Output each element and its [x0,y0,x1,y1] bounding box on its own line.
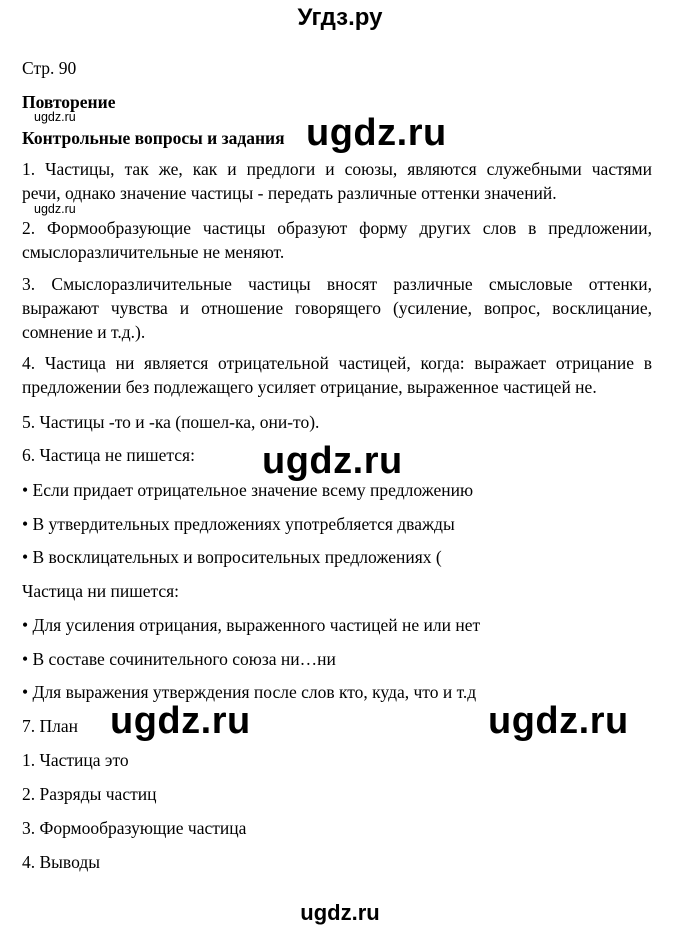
answer-3 [22,272,652,344]
answer-2-line-2: смыслоразличительные не меняют. [22,242,285,262]
watermark-big: ugdz.ru [306,112,447,154]
subsection-title: Контрольные вопросы и задания [22,128,285,148]
watermark-big: ugdz.ru [110,700,251,742]
ne-item-3: • В восклицательных и вопросительных предложениях ( [22,547,442,567]
answer-1-line-1: 1. Частицы, так же, как и предлоги и союзы, являются служебными частями [22,159,652,179]
ni-item-1: • Для усиления отрицания, выраженного частицей не или нет [22,615,481,635]
answer-7: 7. План [22,716,79,736]
ne-item-1: • Если придает отрицательное значение всему предложению [22,480,474,500]
answer-3-line-2: выражают чувства и отношение говорящего (усиление, вопрос, восклицание, [22,298,652,318]
answer-2 [22,216,652,264]
answer-4-line-2: предложении без подлежащего усиляет отрицание, выраженное частицей не. [22,377,597,397]
ni-item-3: • Для выражения утверждения после слов кто, куда, что и т.д [22,682,477,702]
plan-item-2: 2. Разряды частиц [22,784,157,804]
answer-4-line-1: 4. Частица ни является отрицательной частицей, когда: выражает отрицание в [22,353,652,373]
watermark-big: ugdz.ru [488,700,629,742]
plan-item-1: 1. Частица это [22,750,129,770]
answer-6: 6. Частица не пишется: [22,445,195,465]
plan-item-3: 3. Формообразующие частица [22,818,247,838]
answer-3-line-1: 3. Смыслоразличительные частицы вносят различные смысловые оттенки, [22,274,652,294]
answer-1 [22,157,652,205]
watermark-big: ugdz.ru [262,440,403,482]
section-title: Повторение [22,92,116,112]
answer-4 [22,351,652,399]
ni-heading: Частица ни пишется: [22,581,180,601]
watermark-small: ugdz.ru [34,110,76,124]
footer-watermark: ugdz.ru [300,900,380,925]
watermark-small: ugdz.ru [34,202,76,216]
plan-item-4: 4. Выводы [22,852,100,872]
answer-2-line-1: 2. Формообразующие частицы образуют форму других слов в предложении, [22,218,652,238]
page-reference: Стр. 90 [22,58,77,78]
ni-item-2: • В составе сочинительного союза ни…ни [22,649,336,669]
site-title: Угдз.ру [297,4,383,31]
answer-3-line-3: сомнение и т.д.). [22,322,146,342]
answer-1-line-2: речи, однако значение частицы - передать различные оттенки значений. [22,183,557,203]
ne-item-2: • В утвердительных предложениях употребляется дважды [22,514,455,534]
answer-5: 5. Частицы -то и -ка (пошел-ка, они-то). [22,412,320,432]
